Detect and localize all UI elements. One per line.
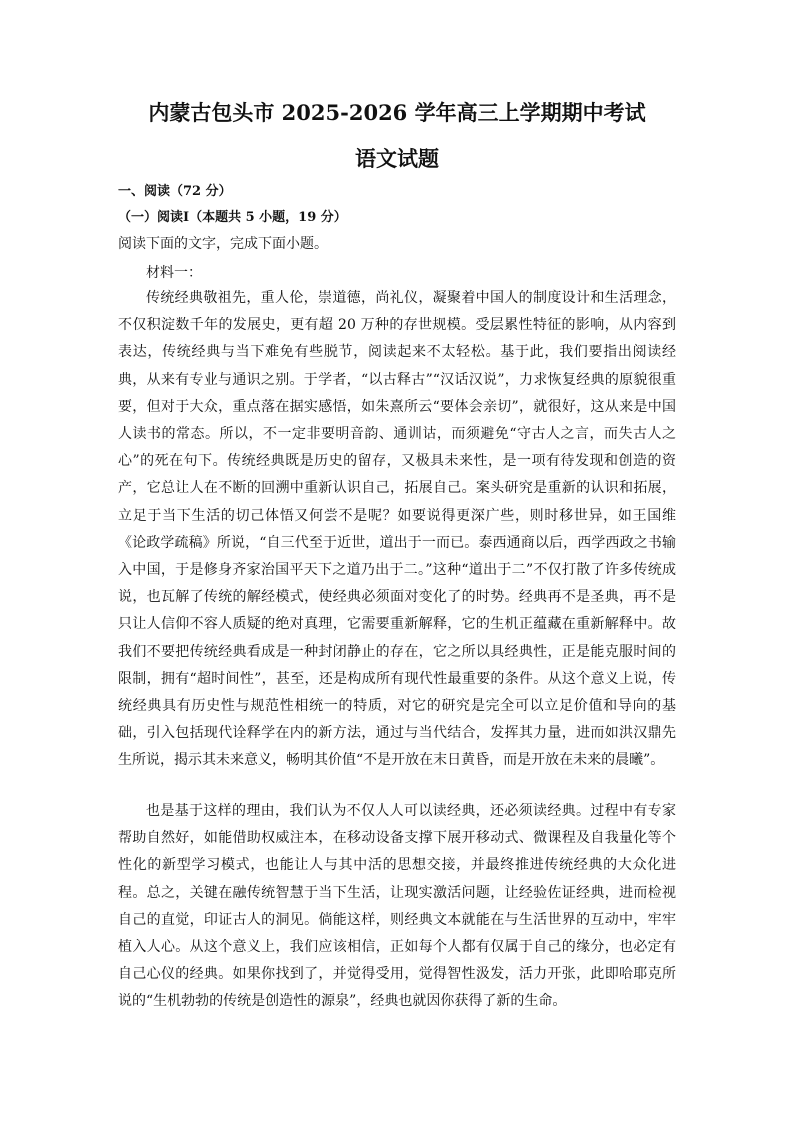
- section-heading: 一、阅读（72 分）: [118, 184, 232, 199]
- instruction-text: 阅读下面的文字，完成下面小题。: [118, 236, 328, 252]
- document-title: 内蒙古包头市 2025-2026 学年高三上学期期中考试: [148, 100, 646, 125]
- body-paragraph: 传统经典敬祖先，重人伦，崇道德，尚礼仪，凝聚着中国人的制度设计和生活理念，不仅积淀数千年的发展史，更有超 20 万种的存世规模。受层累性特征的影响，从内容到表达，传统经典与当下难免有些脱节，阅读起来不太轻松。基于此，我们要指出阅读经典，从来有专业与通识之别。于学者，“以古释古”“汉话汉说”，力求恢复经典的原貌很重要，但对于大众，重点落在据实感悟，如朱熹所云“要体会亲切”，就很好，这从来是中国人读书的常态。所以，不一定非要明音韵、通训诂，而须避免“守古人之言，而失古人之心”的死在句下。传统经典既是历史的留存，又极具未来性，是一项有待发现和创造的资产，它总让人在不断的回溯中重新认识自己，拓展自己。案头研究是重新的认识和拓展，立足于当下生活的切己体悟又何尝不是呢？如要说得更深广些，则时移世异，如王国维《论政学疏稿》所说，“自三代至于近世，道出于一而已。泰西通商以后，西学西政之书输入中国，于是修身齐家治国平天下之道乃出于二。”这种“道出于二”不仅打散了许多传统成说，也瓦解了传统的解经模式，使经典必须面对变化了的时势。经典再不是圣典，再不是只让人信仰不容人质疑的绝对真理，它需要重新解释，它的生机正蕴藏在重新解释中。故我们不要把传统经典看成是一种封闭静止的存在，它之所以具经典性，正是能克服时间的限制，拥有“超时间性”，甚至，还是构成所有现代性最重要的条件。从这个意义上说，传统经典具有历史性与规范性相统一的特质，对它的研究是完全可以立足价值和导向的基础，引入包括现代诠释学在内的新方法，通过与当代结合，发挥其力量，进而如洪汉鼎先生所说，揭示其未来意义，畅明其价值“不是开放在末日黄昏，而是开放在未来的晨曦”。: [118, 290, 676, 769]
- material-label: 材料一：: [146, 265, 202, 281]
- document-subtitle: 语文试题: [355, 146, 439, 171]
- subsection-heading: （一）阅读Ⅰ（本题共 5 小题，19 分）: [118, 210, 347, 225]
- body-paragraph: 也是基于这样的理由，我们认为不仅人人可以读经典，还必须读经典。过程中有专家帮助自然好，如能借助权威注本，在移动设备支撑下展开移动式、微课程及自我量化等个性化的新型学习模式，也能让人与其中活的思想交接，并最终推进传统经典的大众化进程。总之，关键在融传统智慧于当下生活，让现实激活问题，让经验佐证经典，进而检视自己的直觉，印证古人的洞见。倘能这样，则经典文本就能在与生活世界的互动中，牢牢植入人心。从这个意义上，我们应该相信，正如每个人都有仅属于自己的缘分，也必定有自己心仪的经典。如果你找到了，并觉得受用，觉得智性汲发，活力开张，此即哈耶克所说的“生机勃勃的传统是创造性的源泉”，经典也就因你获得了新的生命。: [118, 803, 676, 1010]
